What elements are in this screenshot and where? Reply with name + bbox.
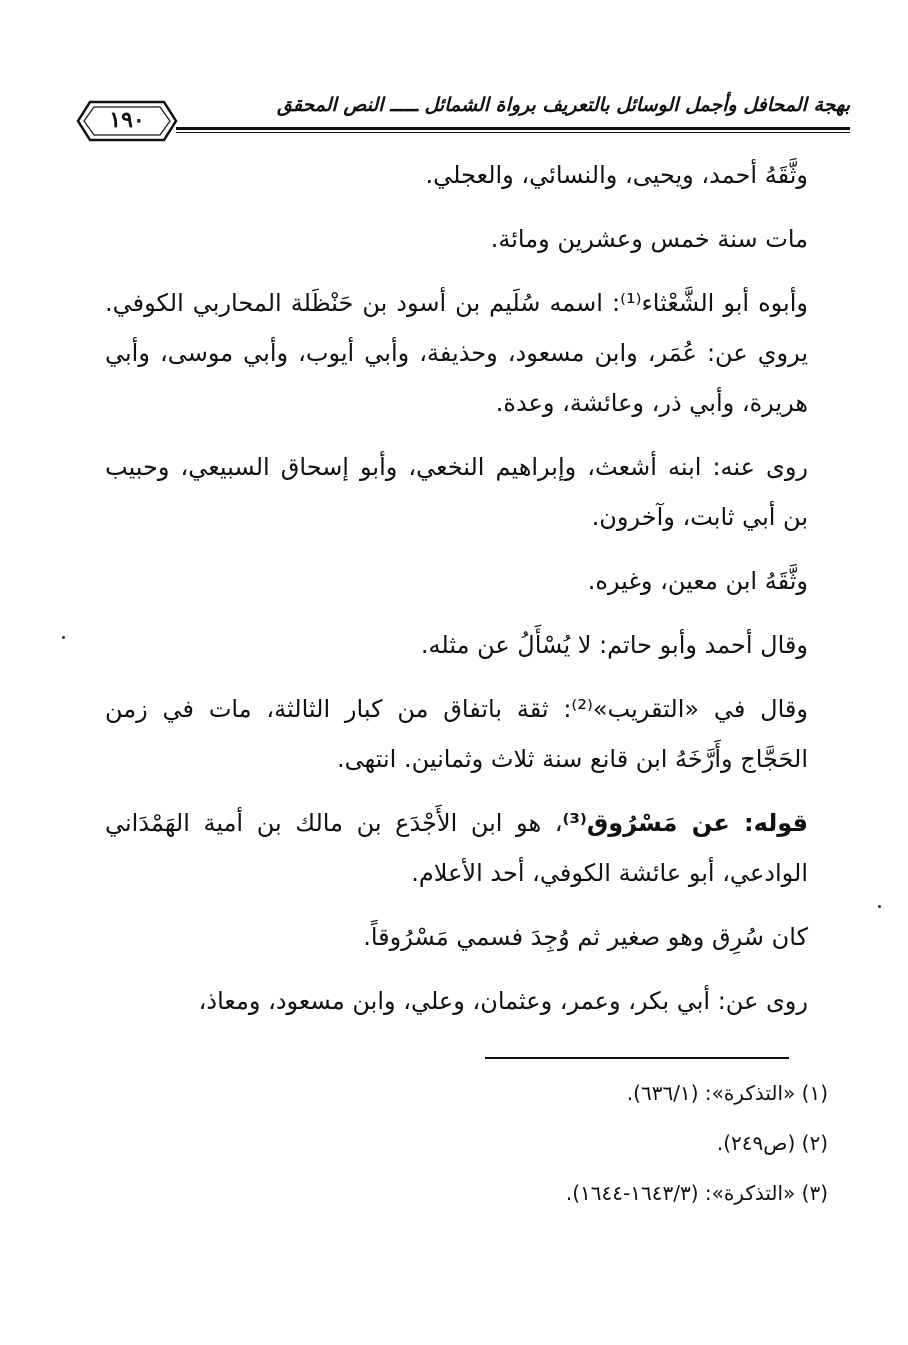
scan-speck — [62, 636, 65, 639]
paragraph — [105, 278, 808, 428]
header-rule-thin — [176, 132, 850, 133]
page-header — [70, 86, 850, 156]
paragraph — [105, 556, 808, 606]
paragraph — [105, 976, 808, 1026]
paragraph — [105, 150, 808, 200]
footnote: (٢) (ص٢٤٩). — [716, 1131, 828, 1155]
footnotes — [200, 1068, 828, 1218]
footnote: (١) «التذكرة»: (٦٣٦/١). — [626, 1081, 828, 1105]
running-title: بهجة المحافل وأجمل الوسائل بالتعريف برواة الشمائل ـــــ النص المحقق — [277, 94, 850, 116]
para-text: وقال في «التقريب»⁽²⁾: ثقة باتفاق من كبار الثالثة، مات في زمن الحَجَّاج وأَرَّخَهُ ابن قانع سنة ثلاث وثمانين. انتهى. — [105, 695, 808, 773]
paragraph — [105, 214, 808, 264]
paragraph — [105, 442, 808, 542]
para-text: روى عن: أبي بكر، وعمر، وعثمان، وعلي، وابن مسعود، ومعاذ، — [198, 987, 808, 1015]
paragraph — [105, 912, 808, 962]
scan-speck — [878, 905, 881, 908]
para-text: روى عنه: ابنه أشعث، وإبراهيم النخعي، وأبو إسحاق السبيعي، وحبيب بن أبي ثابت، وآخرون. — [105, 453, 808, 531]
para-text: مات سنة خمس وعشرين ومائة. — [490, 225, 808, 253]
para-text: وقال أحمد وأبو حاتم: لا يُسْأَلُ عن مثله. — [420, 631, 808, 659]
paragraph — [105, 798, 808, 898]
para-text: وثَّقَهُ أحمد، ويحيى، والنسائي، والعجلي. — [425, 161, 808, 189]
page-number: ١٩٠ — [109, 107, 145, 133]
page-number-badge — [76, 100, 178, 142]
paragraph — [105, 684, 808, 784]
main-text — [105, 150, 808, 1040]
para-lead: قوله: عن مَسْرُوق⁽³⁾ — [562, 809, 808, 837]
footnote-separator — [485, 1057, 789, 1059]
footnote: (٣) «التذكرة»: (١٦٤٣/٣-١٦٤٤). — [565, 1181, 828, 1205]
para-text: وثَّقَهُ ابن معين، وغيره. — [587, 567, 808, 595]
para-text: كان سُرِق وهو صغير ثم وُجِدَ فسمي مَسْرُوقاً. — [363, 923, 808, 951]
paragraph — [105, 620, 808, 670]
header-rule — [176, 127, 850, 130]
para-text: وأبوه أبو الشَّعْثاء⁽¹⁾: اسمه سُلَيم بن أسود بن حَنْظَلة المحاربي الكوفي. يروي عن: عُمَر، وابن مسعود، وحذيفة، وأبي أيوب، وأبي موسى، وأبي هريرة، وأبي ذر، وعائشة، وعدة. — [105, 289, 808, 417]
para-text: ، هو ابن الأَجْدَع بن مالك بن أمية الهَمْدَاني الوادعي، أبو عائشة الكوفي، أحد الأعلام. — [105, 809, 808, 887]
